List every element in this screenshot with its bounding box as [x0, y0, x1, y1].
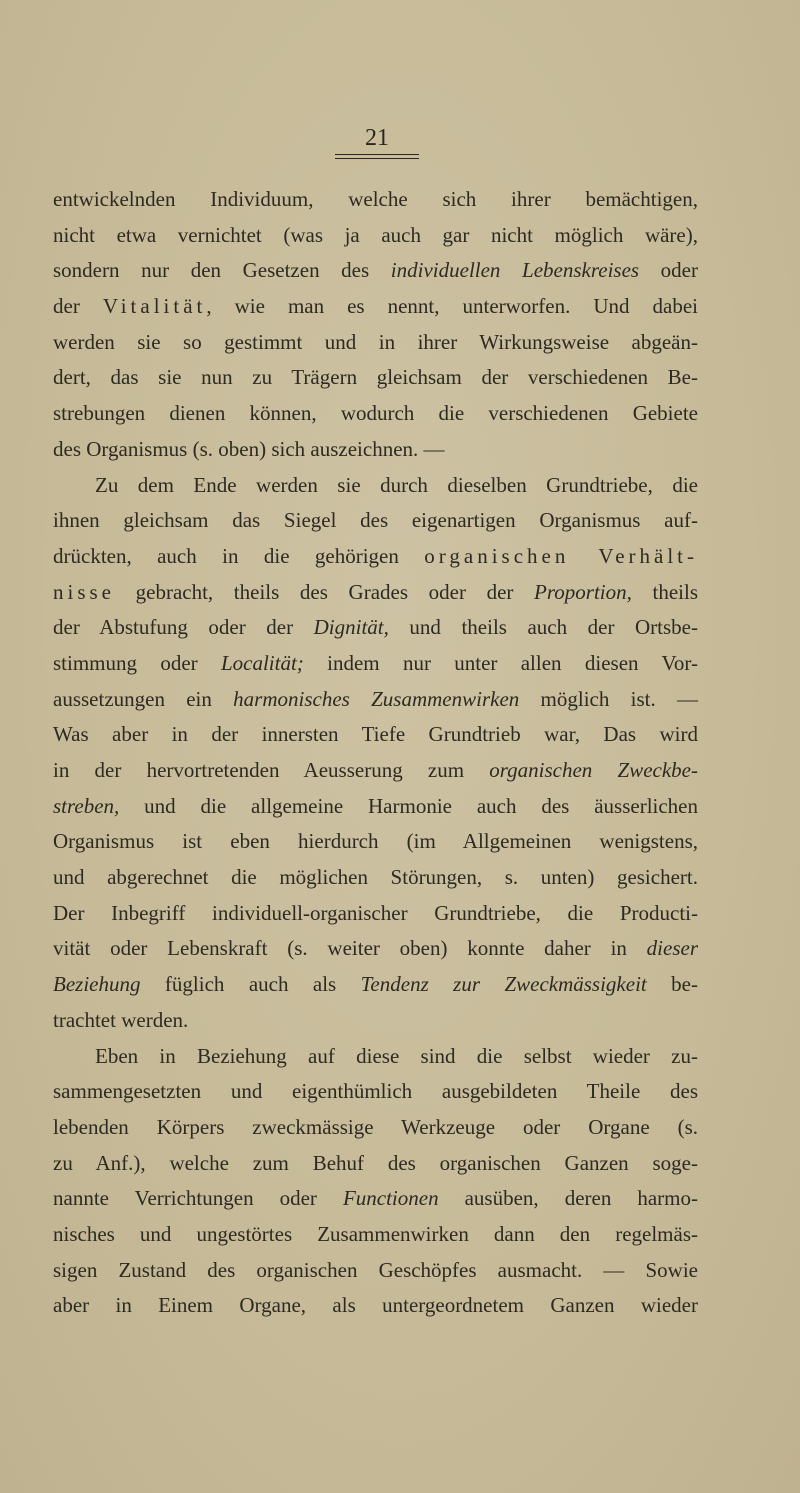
text-segment: und abgerechnet die möglichen Störungen, s. unten) gesichert.	[53, 865, 698, 890]
text-segment: und die allgemeine Harmonie auch des äusserlichen	[119, 793, 698, 818]
text-line	[53, 1074, 698, 1110]
spaced-text: Vitalität	[102, 294, 207, 319]
text-segment: nannte Verrichtungen oder	[53, 1186, 343, 1211]
text-line	[53, 289, 698, 325]
italic-text: individuellen Lebenskreises	[390, 258, 640, 283]
text-segment: , wie man es nennt, unterworfen. Und dabei	[206, 294, 698, 319]
text-line	[53, 1039, 698, 1075]
text-line	[53, 253, 698, 289]
text-segment: zu Anf.), welche zum Behuf des organischen Ganzen soge-	[53, 1150, 698, 1175]
text-line	[53, 432, 698, 468]
text-segment: aber in Einem Organe, als untergeordnetem Ganzen wieder	[53, 1293, 698, 1318]
text-line	[53, 218, 698, 254]
text-segment: oder	[639, 258, 698, 283]
italic-text: Tendenz zur Zweckmässigkeit	[360, 972, 647, 997]
text-line	[53, 325, 698, 361]
text-segment: möglich ist. —	[519, 686, 698, 711]
text-segment: der Abstufung oder der	[53, 615, 314, 640]
text-segment: Der Inbegriff individuell-organischer Grundtriebe, die Producti-	[53, 900, 698, 925]
italic-text: Beziehung	[53, 972, 141, 997]
text-line	[53, 575, 698, 611]
text-segment: ausüben, deren harmo-	[438, 1186, 698, 1211]
italic-text: Functionen	[342, 1186, 439, 1211]
text-line	[53, 931, 698, 967]
italic-text: Localität;	[220, 650, 304, 675]
italic-text: harmonisches Zusammenwirken	[233, 686, 520, 711]
page-number-rule	[335, 154, 419, 155]
text-line	[53, 753, 698, 789]
text-line	[53, 789, 698, 825]
text-line	[53, 646, 698, 682]
text-segment: und theils auch der Ortsbe-	[388, 615, 698, 640]
text-segment: der	[53, 294, 103, 319]
text-segment: sammengesetzten und eigenthümlich ausgebildeten Theile des	[53, 1079, 698, 1104]
text-segment: entwickelnden Individuum, welche sich ihrer bemächtigen,	[53, 187, 698, 211]
text-line	[53, 1003, 698, 1039]
text-segment: trachtet werden.	[53, 1007, 189, 1032]
text-segment: füglich auch als	[140, 972, 361, 997]
text-segment: aussetzungen ein	[53, 686, 234, 711]
text-segment: Zu dem Ende werden sie durch dieselben Grundtriebe, die	[95, 472, 698, 497]
spaced-text: organischen Verhält-	[424, 543, 698, 568]
text-segment: Was aber in der innersten Tiefe Grundtrieb war, Das wird	[53, 722, 698, 747]
text-segment: gebracht, theils des Grades oder der	[115, 579, 535, 604]
text-line	[53, 610, 698, 646]
text-segment: werden sie so gestimmt und in ihrer Wirkungsweise abgeän-	[53, 329, 698, 354]
italic-text: Dignität,	[313, 615, 389, 640]
text-segment: Eben in Beziehung auf diese sind die selbst wieder zu-	[95, 1043, 698, 1068]
text-line	[53, 1288, 698, 1324]
text-line	[53, 1146, 698, 1182]
page-number-rule	[335, 158, 419, 159]
text-segment: des Organismus (s. oben) sich auszeichnen. —	[53, 436, 445, 461]
text-line	[53, 396, 698, 432]
body-text	[53, 182, 698, 1324]
text-line	[53, 1217, 698, 1253]
text-line	[53, 503, 698, 539]
text-line	[53, 967, 698, 1003]
text-segment: nisches und ungestörtes Zusammenwirken dann den regelmäs-	[53, 1221, 698, 1246]
text-segment: theils	[631, 579, 698, 604]
text-line	[53, 860, 698, 896]
text-segment: be-	[646, 972, 698, 997]
italic-text: organischen Zweckbe-	[489, 758, 698, 782]
text-segment: in der hervortretenden Aeusserung zum	[53, 758, 490, 782]
text-segment: ihnen gleichsam das Siegel des eigenartigen Organismus auf-	[53, 508, 698, 533]
text-line	[53, 896, 698, 932]
text-segment: strebungen dienen können, wodurch die verschiedenen Gebiete	[53, 401, 698, 426]
text-segment: vität oder Lebenskraft (s. weiter oben) konnte daher in	[53, 936, 647, 961]
text-segment: nicht etwa vernichtet (was ja auch gar nicht möglich wäre),	[53, 222, 698, 247]
text-line	[53, 182, 698, 218]
text-segment: dert, das sie nun zu Trägern gleichsam der verschiedenen Be-	[53, 365, 698, 390]
text-line	[53, 682, 698, 718]
italic-text: Proportion,	[534, 579, 632, 604]
italic-text: dieser	[646, 936, 698, 961]
text-segment: sondern nur den Gesetzen des	[53, 258, 391, 283]
text-segment: lebenden Körpers zweckmässige Werkzeuge oder Organe (s.	[53, 1114, 698, 1139]
page-number: 21	[365, 125, 389, 151]
italic-text: streben,	[53, 793, 120, 818]
text-line	[53, 1110, 698, 1146]
text-line	[53, 1253, 698, 1289]
text-line	[53, 360, 698, 396]
text-line	[53, 468, 698, 504]
text-line	[53, 824, 698, 860]
text-segment: Organismus ist eben hierdurch (im Allgemeinen wenigstens,	[53, 829, 698, 854]
text-line	[53, 1181, 698, 1217]
text-line	[53, 539, 698, 575]
spaced-text: nisse	[53, 579, 115, 604]
text-segment: indem nur unter allen diesen Vor-	[303, 650, 698, 675]
text-segment: stimmung oder	[53, 650, 221, 675]
text-segment: drückten, auch in die gehörigen	[53, 543, 425, 568]
text-line	[53, 717, 698, 753]
text-segment: sigen Zustand des organischen Geschöpfes ausmacht. — Sowie	[53, 1257, 698, 1282]
